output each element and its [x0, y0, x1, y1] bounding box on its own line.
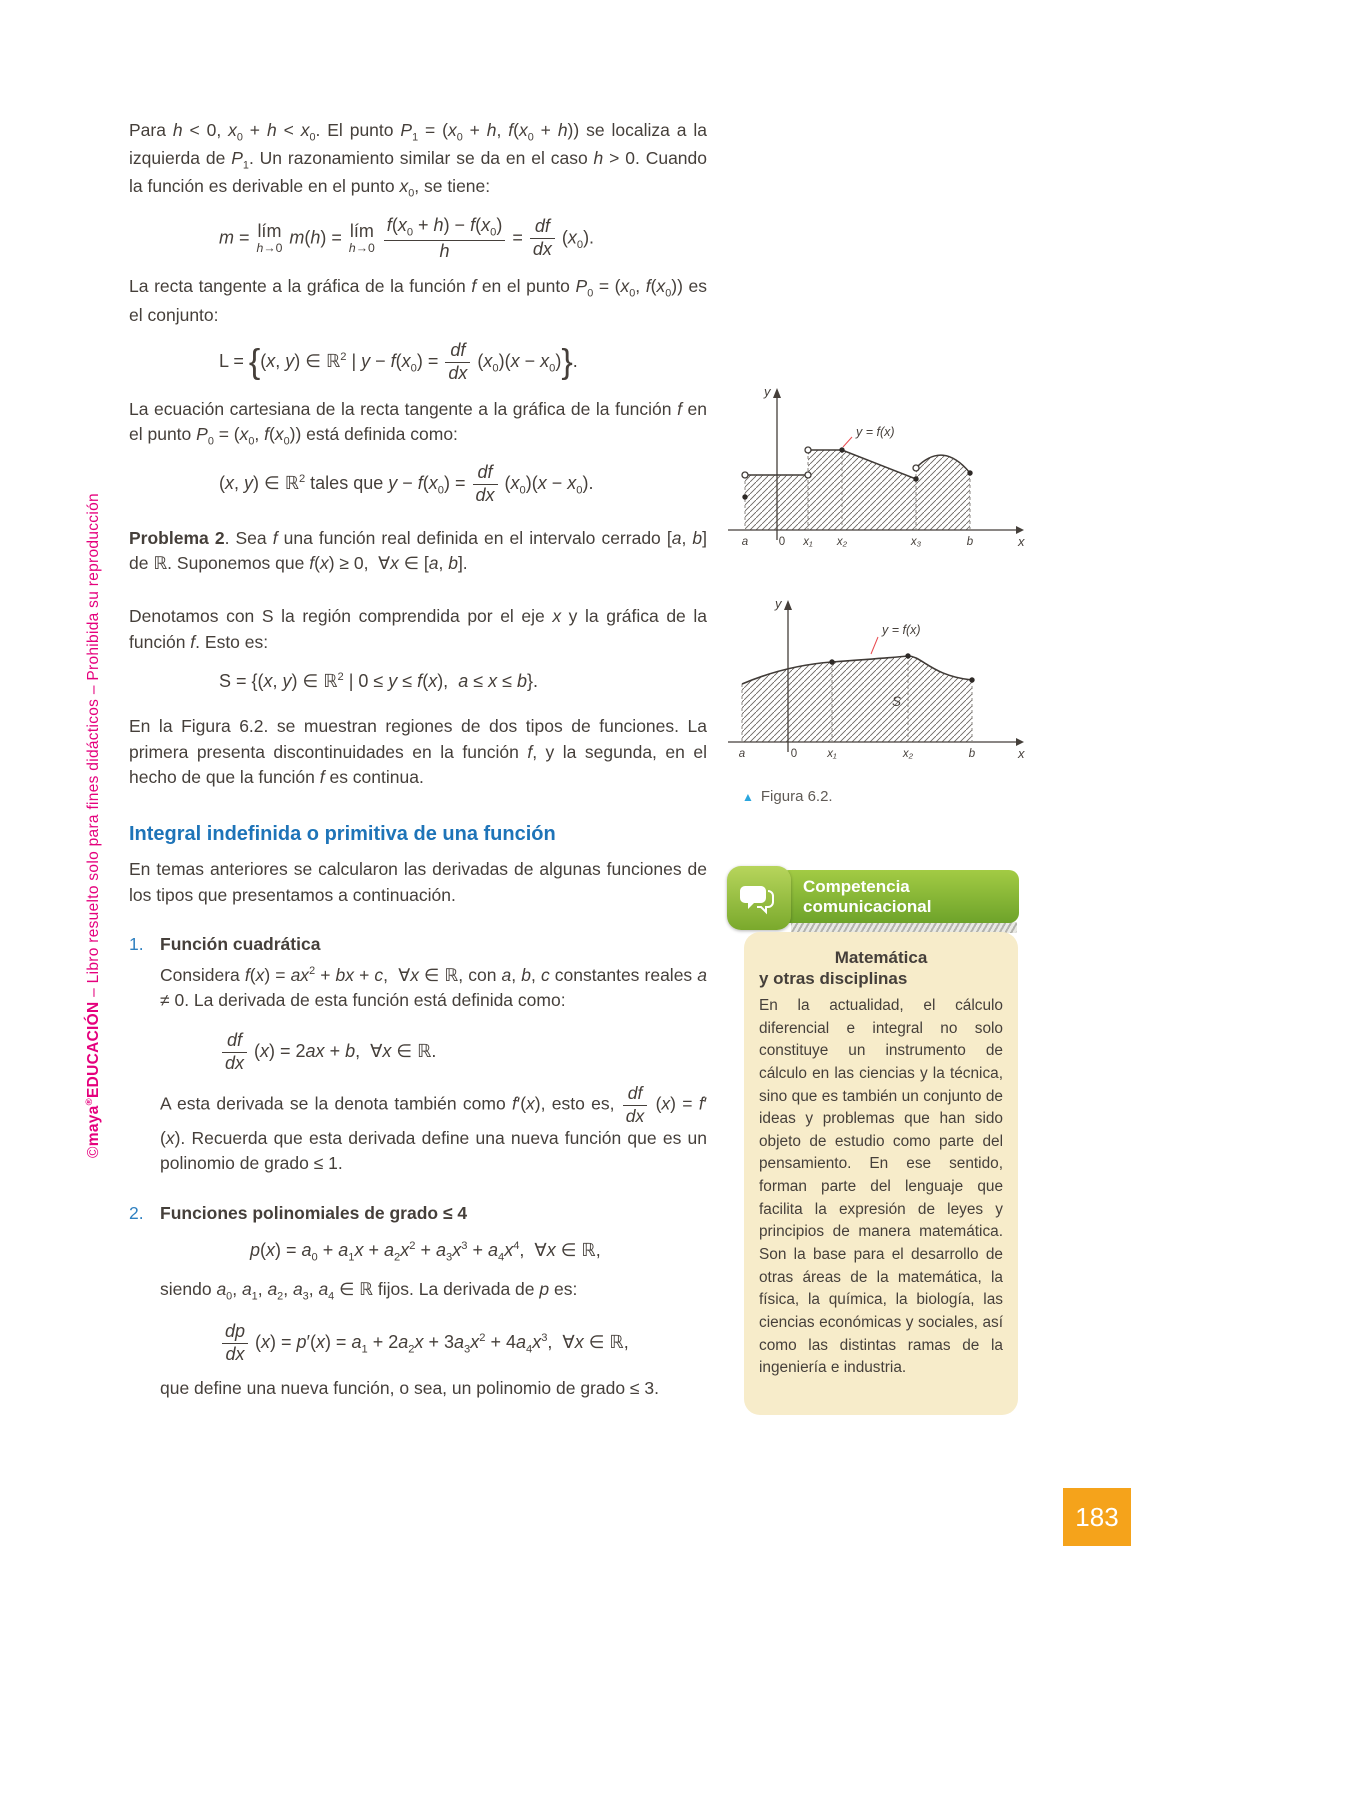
figure-continuous-function [720, 592, 1030, 782]
x-axis-arrow [1016, 738, 1024, 746]
hatched-region [742, 656, 972, 742]
y-axis-label: y [775, 596, 782, 611]
paragraph-figura-62: En la Figura 6.2. se muestran regiones de dos tipos de funciones. La primera presenta discontinuidades en la función f, y la segunda, en el hecho de que la función f es continua. [129, 716, 708, 788]
curve-label: y = f(x) [856, 425, 895, 439]
paragraph-region-s: Denotamos con S la región comprendida por el eje x y la gráfica de la función f. Esto es: [129, 606, 707, 652]
competencia-title-bar [779, 870, 1019, 923]
tick-0: 0 [790, 748, 798, 760]
equation-cartesian: (x, y) ∈ ℝ$^2$ tales que $y - f(x_0)$ = $\frac{df}{dx}$ $(x_0)(x - x_0)$. [219, 462, 594, 505]
competencia-title-line2: comunicacional [803, 896, 932, 916]
paragraph-section-intro: En temas anteriores se calcularon las derivadas de algunas funciones de los tipos que presentamos a continuación. [129, 859, 707, 905]
tick-x2: x₂ [836, 536, 848, 548]
tick-b: b [968, 748, 976, 760]
x-axis-label: x [1018, 534, 1025, 549]
y-axis-arrow [784, 600, 792, 610]
paragraph-tangent-line: La recta tangente a la gráfica de la función f en el punto $P_0 = (x_0$, $f(x_0)$) es el conjunto: [129, 276, 707, 325]
item-body-2: que define una nueva función, o sea, un polinomio de grado ≤ 3. [160, 1378, 659, 1399]
page-number: 183 [1063, 1488, 1131, 1546]
competencia-title-line1: Competencia [803, 876, 910, 896]
list-number: 1. [129, 934, 144, 955]
paragraph-cartesian-eq: La ecuación cartesiana de la recta tangente a la gráfica de la función f en el punto $P_0 = (x_0$, $f(x_0)$) está definida como: [129, 398, 707, 448]
label-leader [871, 637, 878, 654]
equation-region-s: S = {(x, y) ∈ ℝ$^2$ | 0 ≤ y ≤ f(x), a ≤ x ≤ b}. [219, 671, 539, 692]
tick-a: a [741, 536, 749, 548]
copyright-side-text: ©maya®EDUCACIÓN – Libro resuelto solo para fines didácticos – Prohibida su reproducción [84, 493, 103, 1158]
main-column [129, 118, 707, 1419]
list-item-funciones-polinomiales [129, 1201, 707, 1402]
item-title: Función cuadrática [160, 934, 321, 955]
equation-tangent-set: L = {(x, y) ∈ ℝ$^2$ | $y - f(x_0)$ = $\frac{df}{dx}$ $(x_0)(x - x_0)$}. [219, 339, 578, 383]
x-axis-arrow [1016, 526, 1024, 534]
equation-quadratic-derivative: $\frac{df}{dx}$ (x) = 2ax + b, ∀x ∈ ℝ. [220, 1031, 707, 1074]
equation-slope-limit: m = lím h→0 m(h) = lím h→0 $\frac{f(x_0 + h) - f(x_0)}{h}$ = $\frac{df}{dx}$ $(x_0)$. [219, 214, 595, 261]
region-s-label: S [892, 694, 902, 709]
list-number: 2. [129, 1202, 144, 1223]
y-axis-arrow [773, 388, 781, 398]
section-heading-integral: Integral indefinida o primitiva de una función [129, 823, 556, 846]
tick-x3: x₃ [910, 536, 922, 548]
note-title-line2: y otras disciplinas [759, 969, 908, 988]
item-body: siendo $a_0$, $a_1$, $a_2$, $a_3$, $a_4$ ∈ ℝ fijos. La derivada de p es: [160, 1278, 578, 1303]
paragraph-problema-2: Problema 2. Sea f una función real definida en el intervalo cerrado [a, b] de ℝ. Suponemos que f(x) ≥ 0, ∀x ∈ [a, b]. [129, 527, 707, 574]
label-leader [843, 437, 852, 447]
caption-triangle-icon: ▲ [742, 790, 754, 804]
note-title-line1: Matemática [834, 948, 928, 967]
tick-x1: x₁ [803, 536, 813, 548]
figure-caption [742, 788, 833, 805]
item-title: Funciones polinomiales de grado ≤ 4 [160, 1202, 468, 1223]
competencia-box [727, 866, 1019, 940]
hatched-region [745, 450, 970, 530]
tick-b: b [966, 536, 974, 548]
x-axis-label: x [1018, 746, 1025, 761]
list-item-funcion-cuadratica [129, 932, 707, 1176]
equation-polynomial-derivative: $\frac{dp}{dx}$ $(x) = p'(x) = a_1 + 2a_2x + 3a_3x^2 + 4a_4x^3$, ∀x ∈ ℝ, [220, 1322, 707, 1365]
note-body: En la actualidad, el cálculo diferencial e integral no solo constituye un instrumento de cálculo en las ciencias y la técnica, sino que es también un conjunto de ideas y problemas que han sido objeto de estudio como parte del pensamiento. En ese sentido, forman parte del lenguaje que facilita la expresión de leyes y principios de manera matemática. Son la base para el desarrollo de otras áreas de la matemática, la física, la química, la biología, las ciencias económicas y sociales, así como las distintas ramas de la ingeniería e industria. [759, 997, 1003, 1377]
tick-x1: x₁ [827, 748, 837, 760]
speech-bubbles-icon [727, 866, 791, 930]
matematica-note-box [744, 932, 1018, 1415]
figure-discontinuous-function [720, 380, 1030, 570]
item-body-2: A esta derivada se la denota también como f′(x), esto es, $\frac{df}{dx}$ (x) = f′(x). Recuerda que esta derivada define una nueva función que es un polinomio de grado ≤ 1. [160, 1083, 707, 1174]
tick-0: 0 [778, 536, 786, 548]
equation-polynomial: $p(x) = a_0 + a_1x + a_2x^2 + a_3x^3 + a_4x^4$, ∀x ∈ ℝ, [250, 1240, 601, 1264]
tick-a: a [738, 748, 746, 760]
y-axis-label: y [764, 384, 771, 399]
paragraph-tangent-intro: Para h < 0, $x_0 + h < x_0$. El punto $P_1 = (x_0 + h$, $f(x_0 + h)$) se localiza a la izquierda de $P_1$. Un razonamiento similar se da en el caso h > 0. Cuando la función es derivable en el punto $x_0$, se tiene: [129, 120, 707, 200]
item-body: Considera $f(x) = ax^2$ + bx + c, ∀x ∈ ℝ, con a, b, c constantes reales a ≠ 0. La derivada de esta función está definida como: [160, 964, 708, 1010]
tick-x2: x₂ [902, 748, 914, 760]
curve-label: y = f(x) [882, 623, 921, 637]
caption-text: Figura 6.2. [760, 788, 833, 805]
